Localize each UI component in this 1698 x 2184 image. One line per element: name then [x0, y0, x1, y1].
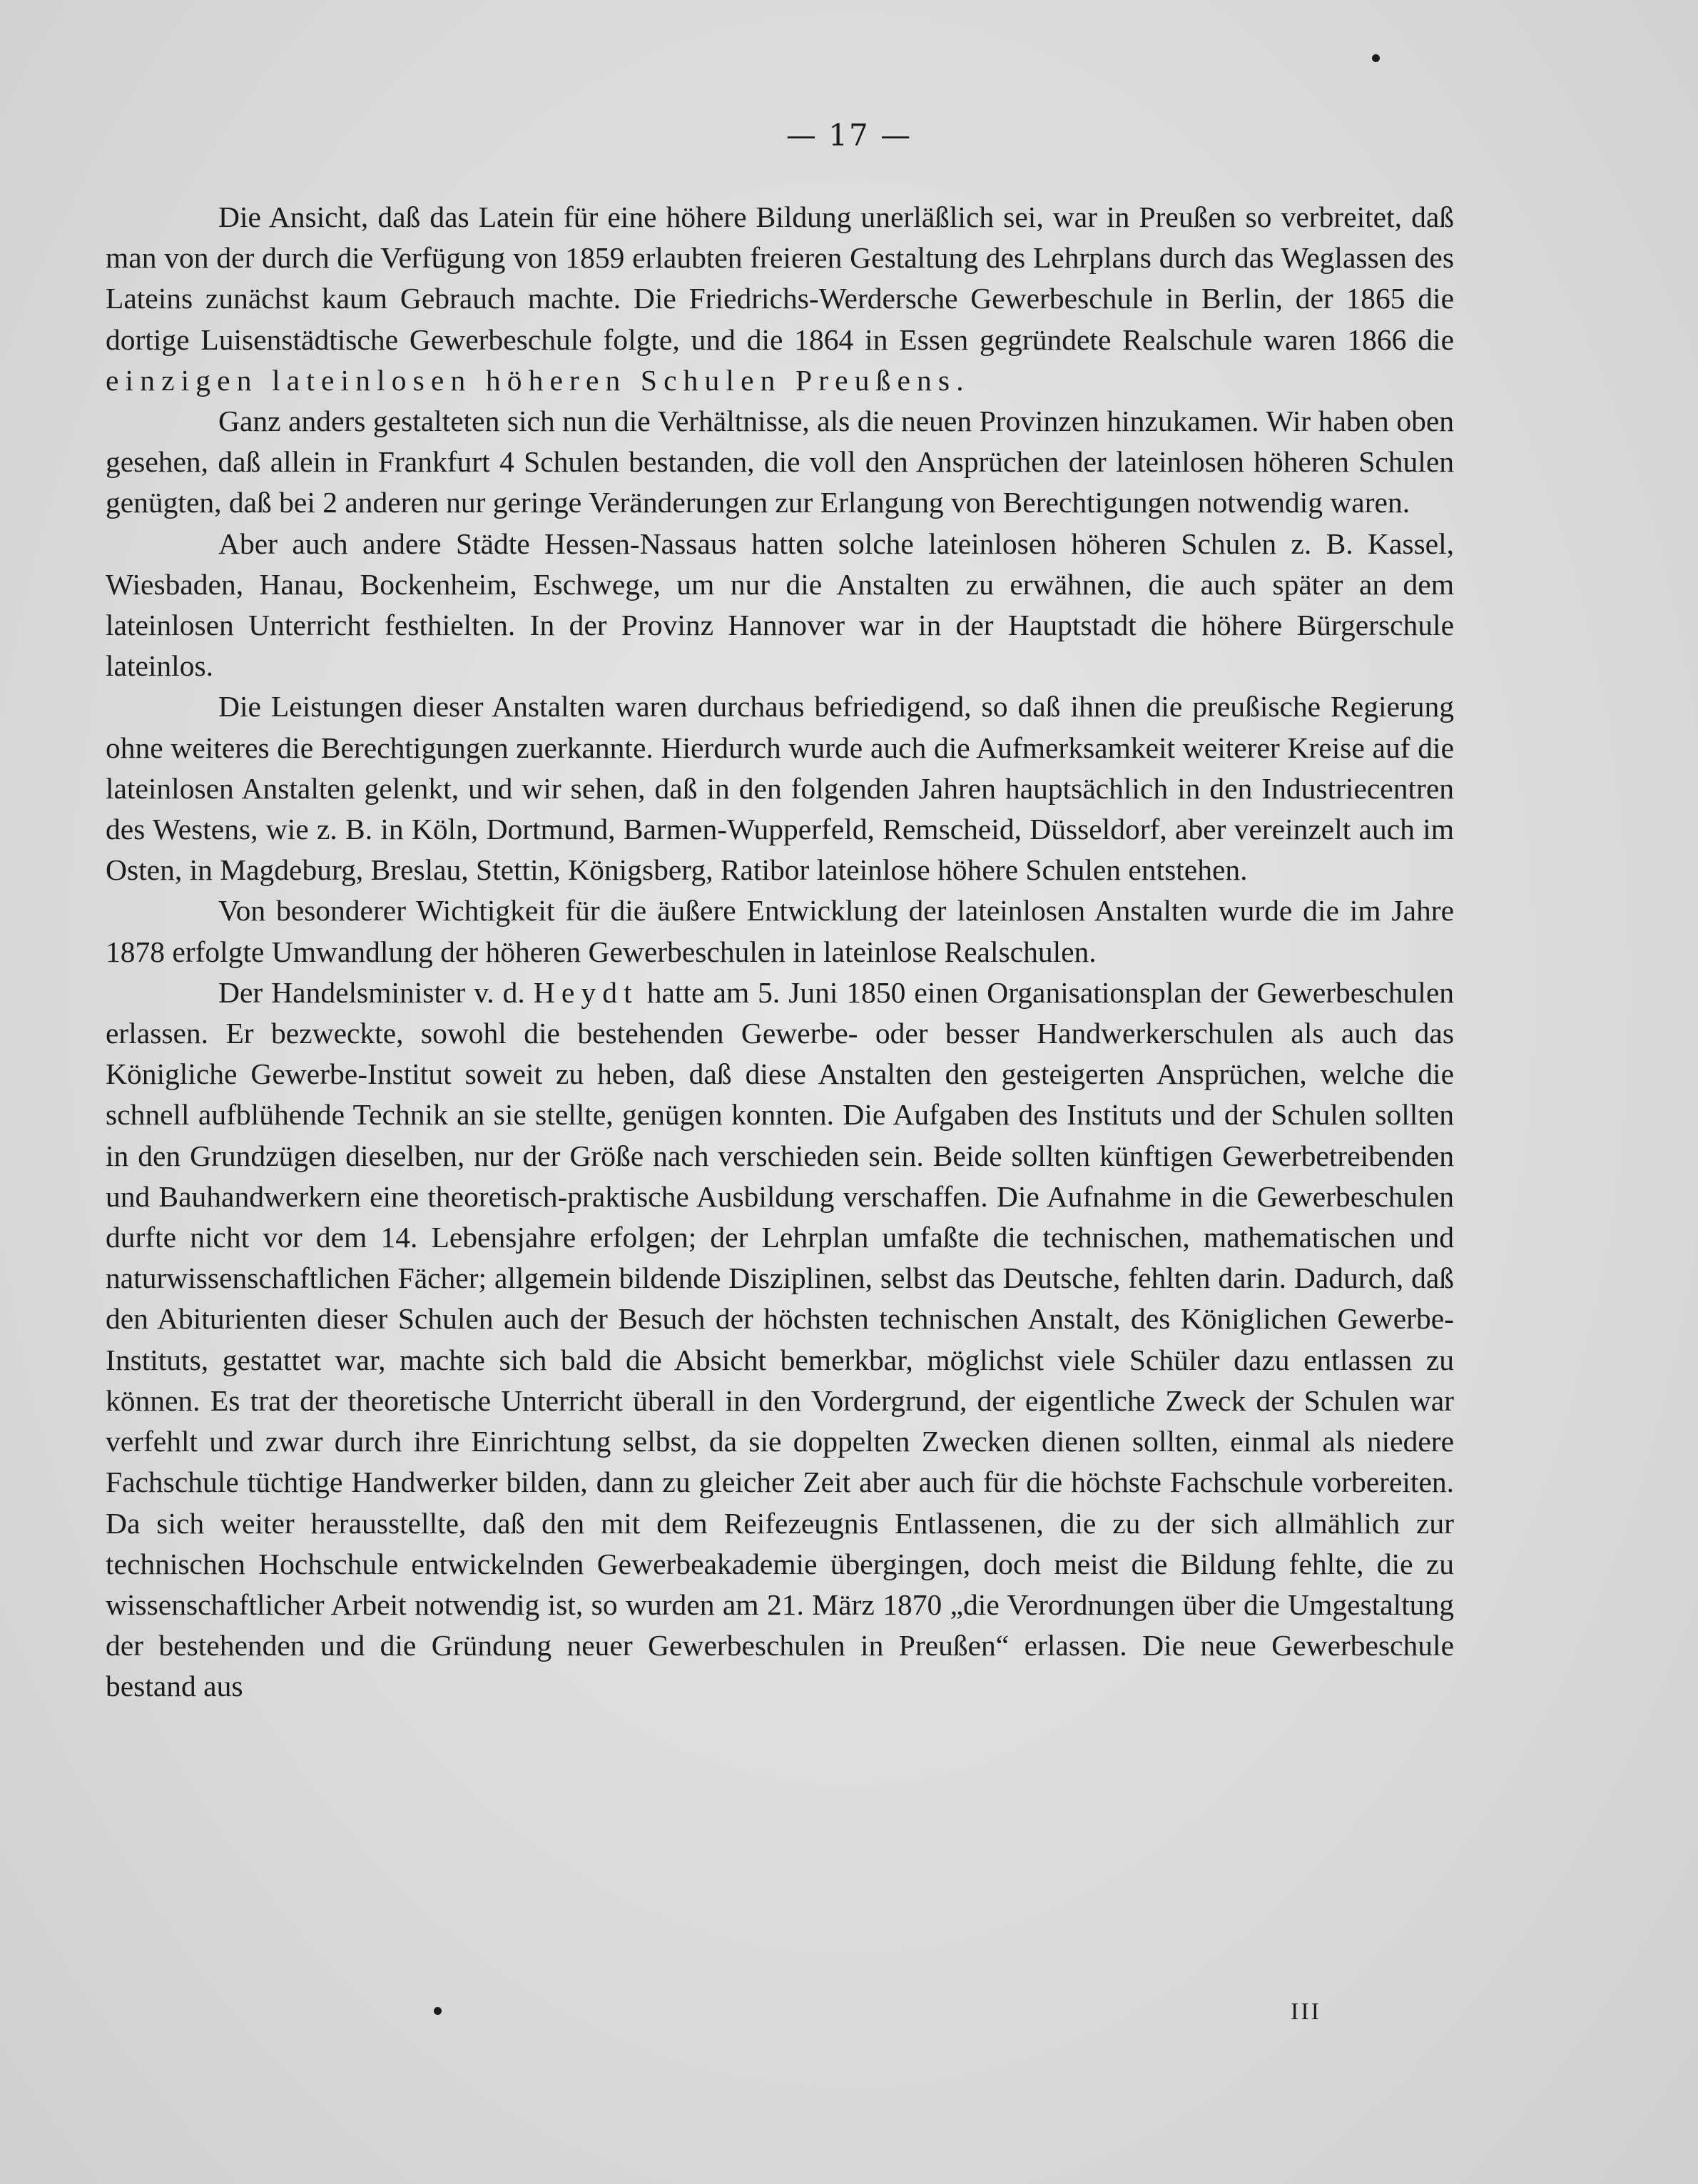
paragraph-1-text: Die Ansicht, daß das Latein für eine höhere Bildung unerläßlich sei, war in Preußen so verbreitet, daß man von der durch die Verfügung von 1859 erlaubten freieren Gestaltung des Lehrplans durch das Weglassen des Lateins zunächst kaum Gebrauch machte. Die Friedrichs-Werdersche Gewerbeschule in Berlin, der 1865 die dortige Luisenstädtische Gewerbeschule folgte, und die 1864 in Essen gegründete Realschule waren 1866 die — [106, 200, 1454, 356]
ink-speck-top — [1372, 54, 1380, 62]
paragraph-5: Von besonderer Wichtigkeit für die äußere Entwicklung der lateinlosen Anstalten wurde die im Jahre 1878 erfolgte Umwandlung der höheren Gewerbeschulen in lateinlose Realschulen. — [106, 894, 1454, 968]
page-number: — 17 — — [786, 118, 912, 153]
paragraph-1-end: . — [956, 363, 964, 397]
paragraph-3: Aber auch andere Städte Hessen-Nassaus hatten solche lateinlosen höheren Schulen z. B. Kassel, Wiesbaden, Hanau, Bockenheim, Eschwege, um nur die Anstalten zu erwähnen, die auch später an dem lateinlosen Unterricht festhielten. In der Provinz Hannover war in der Hauptstadt die höhere Bürgerschule lateinlos. — [106, 527, 1454, 683]
paragraph-2: Ganz anders gestalteten sich nun die Verhältnisse, als die neuen Provinzen hinzukamen. Wir haben oben gesehen, daß allein in Frankfurt 4 Schulen bestanden, die voll den Ansprüchen der lateinlosen höheren Schulen genügten, daß bei 2 anderen nur geringe Veränderungen zur Erlangung von Berechtigungen notwendig waren. — [106, 405, 1454, 519]
paragraph-6-rest: hatte am 5. Juni 1850 einen Organisationsplan der Gewerbeschulen erlassen. Er bezweckte, sowohl die bestehenden Gewerbe- oder besser Handwerkerschulen als auch das Königliche Gewerbe-Institut soweit zu heben, daß diese Anstalten den gesteigerten Ansprüchen, welche die schnell aufblühende Technik an sie stellte, genügen konnten. Die Aufgaben des Instituts und der Schulen sollten in den Grundzügen dieselben, nur der Größe nach verschieden sein. Beide sollten künftigen Gewerbetreibenden und Bauhandwerkern eine theoretisch-praktische Ausbildung verschaffen. Die Aufnahme in die Gewerbeschulen durfte nicht vor dem 14. Lebensjahre erfolgen; der Lehrplan umfaßte die technischen, mathematischen und naturwissenschaftlichen Fächer; allgemein bildende Disziplinen, selbst das Deutsche, fehlten darin. Dadurch, daß den Abiturienten dieser Schulen auch der Besuch der höchsten technischen Anstalt, des Königlichen Gewerbe-Instituts, gestattet war, machte sich bald die Absicht bemerkbar, möglichst viele Schüler dazu entlassen zu können. Es trat der theoretische Unterricht überall in den Vordergrund, der eigentliche Zweck der Schulen war verfehlt und zwar durch ihre Einrichtung selbst, da sie doppelten Zwecken dienen sollten, einmal als niedere Fachschule tüchtige Handwerker bilden, dann zu gleicher Zeit aber auch für die höchste Fachschule vorbereiten. Da sich weiter herausstellte, daß den mit dem Reifezeugnis Entlassenen, die zu der sich allmählich zur technischen Hochschule entwickelnden Gewerbeakademie übergingen, doch meist die Bildung fehlte, die zu wissenschaftlicher Arbeit notwendig ist, so wurden am 21. März 1870 „die Verordnungen über die Umgestaltung der bestehenden und die Gründung neuer Gewerbeschulen in Preußen“ erlassen. Die neue Gewerbeschule bestand aus — [106, 975, 1454, 1703]
printer-signature-mark: III — [1291, 1998, 1321, 2025]
paragraph-6-emphasis: Heydt — [533, 975, 639, 1009]
body-text — [106, 197, 1454, 1707]
paragraph-4: Die Leistungen dieser Anstalten waren durchaus befriedigend, so daß ihnen die preußische Regierung ohne weiteres die Berechtigungen zuerkannte. Hierdurch wurde auch die Aufmerksamkeit weiterer Kreise auf die lateinlosen Anstalten gelenkt, und wir sehen, daß in den folgenden Jahren hauptsächlich in den Industriecentren des Westens, wie z. B. in Köln, Dortmund, Barmen-Wupperfeld, Remscheid, Düsseldorf, aber vereinzelt auch im Osten, in Magdeburg, Breslau, Stettin, Königsberg, Ratibor lateinlose höhere Schulen entstehen. — [106, 690, 1454, 887]
paragraph-6-text: Der Handelsminister v. d. — [218, 975, 534, 1009]
paragraph-6 — [106, 972, 1454, 1707]
paragraph-1 — [106, 197, 1454, 401]
ink-speck-bottom — [434, 2007, 442, 2015]
paragraph-1-emphasis: einzigen lateinlosen höheren Schulen Preußens — [106, 363, 957, 397]
